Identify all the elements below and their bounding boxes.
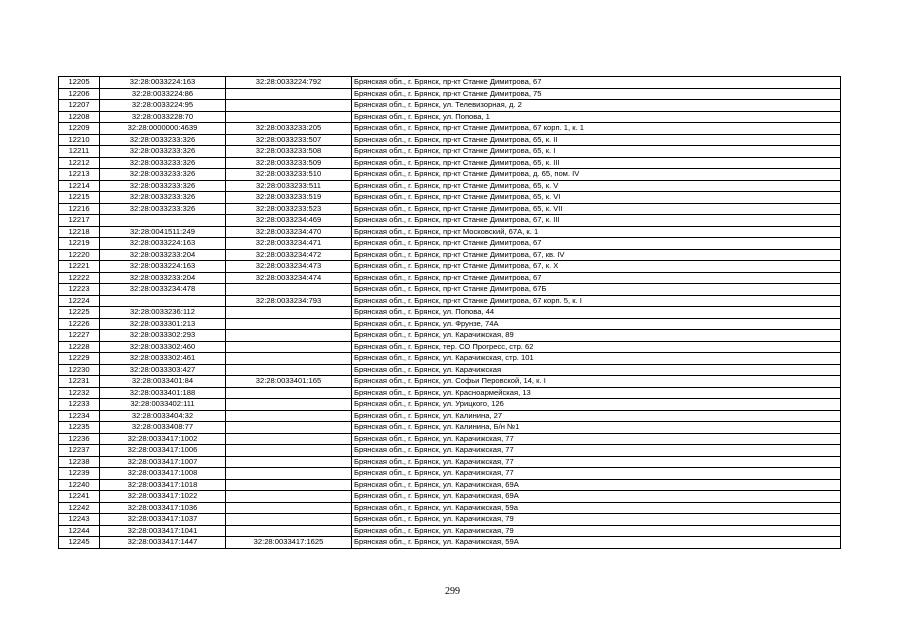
registry-table bbox=[58, 76, 841, 549]
linked-cadastral-number-cell: 32:28:0033233:508 bbox=[226, 146, 352, 158]
cadastral-number-cell bbox=[100, 215, 226, 227]
address-cell: Брянская обл., г. Брянск, ул. Карачижская, 59А bbox=[352, 537, 841, 549]
address-cell: Брянская обл., г. Брянск, пр-кт Станке Димитрова, 65, к. III bbox=[352, 157, 841, 169]
cadastral-number-cell: 32:28:0033233:326 bbox=[100, 203, 226, 215]
row-number-cell: 12215 bbox=[59, 192, 100, 204]
address-cell: Брянская обл., г. Брянск, ул. Карачижская, 79 bbox=[352, 525, 841, 537]
table-row bbox=[59, 502, 841, 514]
linked-cadastral-number-cell bbox=[226, 341, 352, 353]
linked-cadastral-number-cell: 32:28:0033234:470 bbox=[226, 226, 352, 238]
cadastral-number-cell: 32:28:0033224:163 bbox=[100, 261, 226, 273]
cadastral-number-cell: 32:28:0033233:326 bbox=[100, 134, 226, 146]
row-number-cell: 12228 bbox=[59, 341, 100, 353]
table-row bbox=[59, 295, 841, 307]
cadastral-number-cell: 32:28:0033303:427 bbox=[100, 364, 226, 376]
address-cell: Брянская обл., г. Брянск, ул. Карачижская, 77 bbox=[352, 433, 841, 445]
linked-cadastral-number-cell: 32:28:0033233:205 bbox=[226, 123, 352, 135]
table-row bbox=[59, 111, 841, 123]
address-cell: Брянская обл., г. Брянск, ул. Карачижская, 77 bbox=[352, 456, 841, 468]
cadastral-number-cell: 32:28:0033402:111 bbox=[100, 399, 226, 411]
linked-cadastral-number-cell bbox=[226, 445, 352, 457]
cadastral-number-cell: 32:28:0033233:326 bbox=[100, 157, 226, 169]
linked-cadastral-number-cell bbox=[226, 100, 352, 112]
row-number-cell: 12221 bbox=[59, 261, 100, 273]
address-cell: Брянская обл., г. Брянск, пр-кт Станке Димитрова, д. 65, пом. IV bbox=[352, 169, 841, 181]
row-number-cell: 12242 bbox=[59, 502, 100, 514]
address-cell: Брянская обл., г. Брянск, пр-кт Станке Димитрова, 65, к. VII bbox=[352, 203, 841, 215]
row-number-cell: 12213 bbox=[59, 169, 100, 181]
address-cell: Брянская обл., г. Брянск, пр-кт Станке Димитрова, 65, к. I bbox=[352, 146, 841, 158]
table-row bbox=[59, 238, 841, 250]
row-number-cell: 12208 bbox=[59, 111, 100, 123]
cadastral-number-cell: 32:28:0033401:84 bbox=[100, 376, 226, 388]
address-cell: Брянская обл., г. Брянск, ул. Попова, 44 bbox=[352, 307, 841, 319]
row-number-cell: 12220 bbox=[59, 249, 100, 261]
cadastral-number-cell: 32:28:0033417:1008 bbox=[100, 468, 226, 480]
table-row bbox=[59, 307, 841, 319]
linked-cadastral-number-cell bbox=[226, 468, 352, 480]
table-row bbox=[59, 514, 841, 526]
cadastral-number-cell: 32:28:0033417:1036 bbox=[100, 502, 226, 514]
cadastral-number-cell: 32:28:0033302:293 bbox=[100, 330, 226, 342]
table-row bbox=[59, 479, 841, 491]
address-cell: Брянская обл., г. Брянск, пр-кт Станке Димитрова, 67 bbox=[352, 272, 841, 284]
cadastral-number-cell: 32:28:0033224:163 bbox=[100, 238, 226, 250]
address-cell: Брянская обл., г. Брянск, пр-кт Станке Димитрова, 67 bbox=[352, 77, 841, 89]
cadastral-number-cell: 32:28:0033401:188 bbox=[100, 387, 226, 399]
registry-table-body bbox=[59, 77, 841, 549]
table-row bbox=[59, 226, 841, 238]
row-number-cell: 12237 bbox=[59, 445, 100, 457]
address-cell: Брянская обл., г. Брянск, пр-кт Станке Димитрова, 67, к. X bbox=[352, 261, 841, 273]
table-row bbox=[59, 249, 841, 261]
table-row bbox=[59, 272, 841, 284]
table-row bbox=[59, 146, 841, 158]
row-number-cell: 12234 bbox=[59, 410, 100, 422]
table-row bbox=[59, 468, 841, 480]
table-row bbox=[59, 456, 841, 468]
linked-cadastral-number-cell bbox=[226, 88, 352, 100]
row-number-cell: 12219 bbox=[59, 238, 100, 250]
address-cell: Брянская обл., г. Брянск, ул. Красноармейская, 13 bbox=[352, 387, 841, 399]
address-cell: Брянская обл., г. Брянск, пр-кт Станке Димитрова, 75 bbox=[352, 88, 841, 100]
address-cell: Брянская обл., г. Брянск, ул. Карачижская, 79 bbox=[352, 514, 841, 526]
row-number-cell: 12236 bbox=[59, 433, 100, 445]
table-row bbox=[59, 422, 841, 434]
row-number-cell: 12225 bbox=[59, 307, 100, 319]
cadastral-number-cell: 32:28:0033233:204 bbox=[100, 249, 226, 261]
linked-cadastral-number-cell: 32:28:0033417:1625 bbox=[226, 537, 352, 549]
table-row bbox=[59, 341, 841, 353]
row-number-cell: 12239 bbox=[59, 468, 100, 480]
cadastral-number-cell: 32:28:0033228:70 bbox=[100, 111, 226, 123]
address-cell: Брянская обл., г. Брянск, пр-кт Станке Димитрова, 67 bbox=[352, 238, 841, 250]
address-cell: Брянская обл., г. Брянск, ул. Попова, 1 bbox=[352, 111, 841, 123]
cadastral-number-cell: 32:28:0033302:461 bbox=[100, 353, 226, 365]
linked-cadastral-number-cell bbox=[226, 318, 352, 330]
address-cell: Брянская обл., г. Брянск, ул. Фрунзе, 74А bbox=[352, 318, 841, 330]
linked-cadastral-number-cell bbox=[226, 433, 352, 445]
linked-cadastral-number-cell bbox=[226, 502, 352, 514]
cadastral-number-cell: 32:28:0033417:1006 bbox=[100, 445, 226, 457]
row-number-cell: 12231 bbox=[59, 376, 100, 388]
cadastral-number-cell: 32:28:0033233:326 bbox=[100, 192, 226, 204]
row-number-cell: 12241 bbox=[59, 491, 100, 503]
cadastral-number-cell: 32:28:0033417:1041 bbox=[100, 525, 226, 537]
cadastral-number-cell: 32:28:0033301:213 bbox=[100, 318, 226, 330]
table-row bbox=[59, 376, 841, 388]
address-cell: Брянская обл., г. Брянск, пр-кт Станке Димитрова, 65, к. VI bbox=[352, 192, 841, 204]
row-number-cell: 12212 bbox=[59, 157, 100, 169]
table-row bbox=[59, 399, 841, 411]
linked-cadastral-number-cell bbox=[226, 307, 352, 319]
cadastral-number-cell: 32:28:0000000:4639 bbox=[100, 123, 226, 135]
address-cell: Брянская обл., г. Брянск, ул. Калинина, 27 bbox=[352, 410, 841, 422]
address-cell: Брянская обл., г. Брянск, тер. СО Прогресс, стр. 62 bbox=[352, 341, 841, 353]
table-row bbox=[59, 100, 841, 112]
row-number-cell: 12244 bbox=[59, 525, 100, 537]
cadastral-number-cell: 32:28:0033224:163 bbox=[100, 77, 226, 89]
table-row bbox=[59, 330, 841, 342]
linked-cadastral-number-cell bbox=[226, 456, 352, 468]
cadastral-number-cell: 32:28:0033234:478 bbox=[100, 284, 226, 296]
cadastral-number-cell: 32:28:0033224:95 bbox=[100, 100, 226, 112]
table-row bbox=[59, 77, 841, 89]
row-number-cell: 12205 bbox=[59, 77, 100, 89]
table-row bbox=[59, 157, 841, 169]
linked-cadastral-number-cell: 32:28:0033233:510 bbox=[226, 169, 352, 181]
row-number-cell: 12218 bbox=[59, 226, 100, 238]
linked-cadastral-number-cell: 32:28:0033233:523 bbox=[226, 203, 352, 215]
address-cell: Брянская обл., г. Брянск, ул. Телевизорная, д. 2 bbox=[352, 100, 841, 112]
row-number-cell: 12210 bbox=[59, 134, 100, 146]
cadastral-number-cell: 32:28:0033233:326 bbox=[100, 180, 226, 192]
cadastral-number-cell: 32:28:0033417:1007 bbox=[100, 456, 226, 468]
table-row bbox=[59, 261, 841, 273]
linked-cadastral-number-cell: 32:28:0033234:469 bbox=[226, 215, 352, 227]
address-cell: Брянская обл., г. Брянск, ул. Карачижская, 77 bbox=[352, 445, 841, 457]
address-cell: Брянская обл., г. Брянск, пр-кт Станке Димитрова, 67 корп. 5, к. I bbox=[352, 295, 841, 307]
row-number-cell: 12235 bbox=[59, 422, 100, 434]
cadastral-number-cell bbox=[100, 295, 226, 307]
address-cell: Брянская обл., г. Брянск, пр-кт Станке Димитрова, 67 корп. 1, к. 1 bbox=[352, 123, 841, 135]
cadastral-number-cell: 32:28:0033233:326 bbox=[100, 169, 226, 181]
table-row bbox=[59, 445, 841, 457]
table-row bbox=[59, 134, 841, 146]
address-cell: Брянская обл., г. Брянск, ул. Софьи Перовской, 14, к. I bbox=[352, 376, 841, 388]
cadastral-number-cell: 32:28:0033302:460 bbox=[100, 341, 226, 353]
row-number-cell: 12211 bbox=[59, 146, 100, 158]
linked-cadastral-number-cell: 32:28:0033233:519 bbox=[226, 192, 352, 204]
table-row bbox=[59, 88, 841, 100]
row-number-cell: 12232 bbox=[59, 387, 100, 399]
address-cell: Брянская обл., г. Брянск, ул. Калинина, Б/н №1 bbox=[352, 422, 841, 434]
address-cell: Брянская обл., г. Брянск, ул. Карачижская, 59а bbox=[352, 502, 841, 514]
row-number-cell: 12229 bbox=[59, 353, 100, 365]
cadastral-number-cell: 32:28:0033233:204 bbox=[100, 272, 226, 284]
table-row bbox=[59, 433, 841, 445]
row-number-cell: 12226 bbox=[59, 318, 100, 330]
table-row bbox=[59, 203, 841, 215]
row-number-cell: 12243 bbox=[59, 514, 100, 526]
linked-cadastral-number-cell: 32:28:0033234:473 bbox=[226, 261, 352, 273]
row-number-cell: 12209 bbox=[59, 123, 100, 135]
table-row bbox=[59, 180, 841, 192]
row-number-cell: 12216 bbox=[59, 203, 100, 215]
cadastral-number-cell: 32:28:0033417:1018 bbox=[100, 479, 226, 491]
linked-cadastral-number-cell: 32:28:0033234:472 bbox=[226, 249, 352, 261]
cadastral-number-cell: 32:28:0033233:326 bbox=[100, 146, 226, 158]
linked-cadastral-number-cell bbox=[226, 479, 352, 491]
linked-cadastral-number-cell bbox=[226, 410, 352, 422]
linked-cadastral-number-cell bbox=[226, 284, 352, 296]
linked-cadastral-number-cell bbox=[226, 364, 352, 376]
row-number-cell: 12223 bbox=[59, 284, 100, 296]
cadastral-number-cell: 32:28:0033417:1022 bbox=[100, 491, 226, 503]
row-number-cell: 12214 bbox=[59, 180, 100, 192]
cadastral-number-cell: 32:28:0033408:77 bbox=[100, 422, 226, 434]
address-cell: Брянская обл., г. Брянск, ул. Карачижская, 69А bbox=[352, 491, 841, 503]
address-cell: Брянская обл., г. Брянск, ул. Карачижская bbox=[352, 364, 841, 376]
linked-cadastral-number-cell bbox=[226, 330, 352, 342]
linked-cadastral-number-cell: 32:28:0033234:793 bbox=[226, 295, 352, 307]
address-cell: Брянская обл., г. Брянск, ул. Урицкого, 126 bbox=[352, 399, 841, 411]
cadastral-number-cell: 32:28:0033224:86 bbox=[100, 88, 226, 100]
row-number-cell: 12217 bbox=[59, 215, 100, 227]
address-cell: Брянская обл., г. Брянск, ул. Карачижская, 89 bbox=[352, 330, 841, 342]
table-row bbox=[59, 284, 841, 296]
table-row bbox=[59, 123, 841, 135]
table-row bbox=[59, 353, 841, 365]
linked-cadastral-number-cell bbox=[226, 111, 352, 123]
table-row bbox=[59, 525, 841, 537]
address-cell: Брянская обл., г. Брянск, ул. Карачижская, 77 bbox=[352, 468, 841, 480]
row-number-cell: 12222 bbox=[59, 272, 100, 284]
cadastral-number-cell: 32:28:0033404:32 bbox=[100, 410, 226, 422]
address-cell: Брянская обл., г. Брянск, ул. Карачижская, стр. 101 bbox=[352, 353, 841, 365]
row-number-cell: 12233 bbox=[59, 399, 100, 411]
linked-cadastral-number-cell: 32:28:0033224:792 bbox=[226, 77, 352, 89]
linked-cadastral-number-cell bbox=[226, 353, 352, 365]
cadastral-number-cell: 32:28:0033417:1447 bbox=[100, 537, 226, 549]
cadastral-number-cell: 32:28:0033417:1037 bbox=[100, 514, 226, 526]
linked-cadastral-number-cell: 32:28:0033234:474 bbox=[226, 272, 352, 284]
linked-cadastral-number-cell bbox=[226, 387, 352, 399]
address-cell: Брянская обл., г. Брянск, пр-кт Московский, 67А, к. 1 bbox=[352, 226, 841, 238]
address-cell: Брянская обл., г. Брянск, ул. Карачижская, 69А bbox=[352, 479, 841, 491]
linked-cadastral-number-cell bbox=[226, 525, 352, 537]
linked-cadastral-number-cell bbox=[226, 422, 352, 434]
cadastral-number-cell: 32:28:0033236:112 bbox=[100, 307, 226, 319]
row-number-cell: 12227 bbox=[59, 330, 100, 342]
row-number-cell: 12230 bbox=[59, 364, 100, 376]
row-number-cell: 12238 bbox=[59, 456, 100, 468]
address-cell: Брянская обл., г. Брянск, пр-кт Станке Димитрова, 65, к. V bbox=[352, 180, 841, 192]
row-number-cell: 12245 bbox=[59, 537, 100, 549]
row-number-cell: 12206 bbox=[59, 88, 100, 100]
row-number-cell: 12224 bbox=[59, 295, 100, 307]
linked-cadastral-number-cell bbox=[226, 514, 352, 526]
linked-cadastral-number-cell: 32:28:0033233:511 bbox=[226, 180, 352, 192]
linked-cadastral-number-cell bbox=[226, 491, 352, 503]
table-row bbox=[59, 537, 841, 549]
table-row bbox=[59, 364, 841, 376]
row-number-cell: 12240 bbox=[59, 479, 100, 491]
address-cell: Брянская обл., г. Брянск, пр-кт Станке Димитрова, 67Б bbox=[352, 284, 841, 296]
cadastral-number-cell: 32:28:0041511:249 bbox=[100, 226, 226, 238]
row-number-cell: 12207 bbox=[59, 100, 100, 112]
address-cell: Брянская обл., г. Брянск, пр-кт Станке Димитрова, 65, к. II bbox=[352, 134, 841, 146]
address-cell: Брянская обл., г. Брянск, пр-кт Станке Димитрова, 67, к. III bbox=[352, 215, 841, 227]
address-cell: Брянская обл., г. Брянск, пр-кт Станке Димитрова, 67, кв. IV bbox=[352, 249, 841, 261]
table-row bbox=[59, 215, 841, 227]
linked-cadastral-number-cell: 32:28:0033233:507 bbox=[226, 134, 352, 146]
table-row bbox=[59, 318, 841, 330]
linked-cadastral-number-cell bbox=[226, 399, 352, 411]
table-row bbox=[59, 410, 841, 422]
table-row bbox=[59, 169, 841, 181]
linked-cadastral-number-cell: 32:28:0033234:471 bbox=[226, 238, 352, 250]
cadastral-number-cell: 32:28:0033417:1002 bbox=[100, 433, 226, 445]
table-row bbox=[59, 387, 841, 399]
linked-cadastral-number-cell: 32:28:0033233:509 bbox=[226, 157, 352, 169]
table-row bbox=[59, 491, 841, 503]
table-row bbox=[59, 192, 841, 204]
page-number: 299 bbox=[445, 586, 460, 597]
linked-cadastral-number-cell: 32:28:0033401:165 bbox=[226, 376, 352, 388]
